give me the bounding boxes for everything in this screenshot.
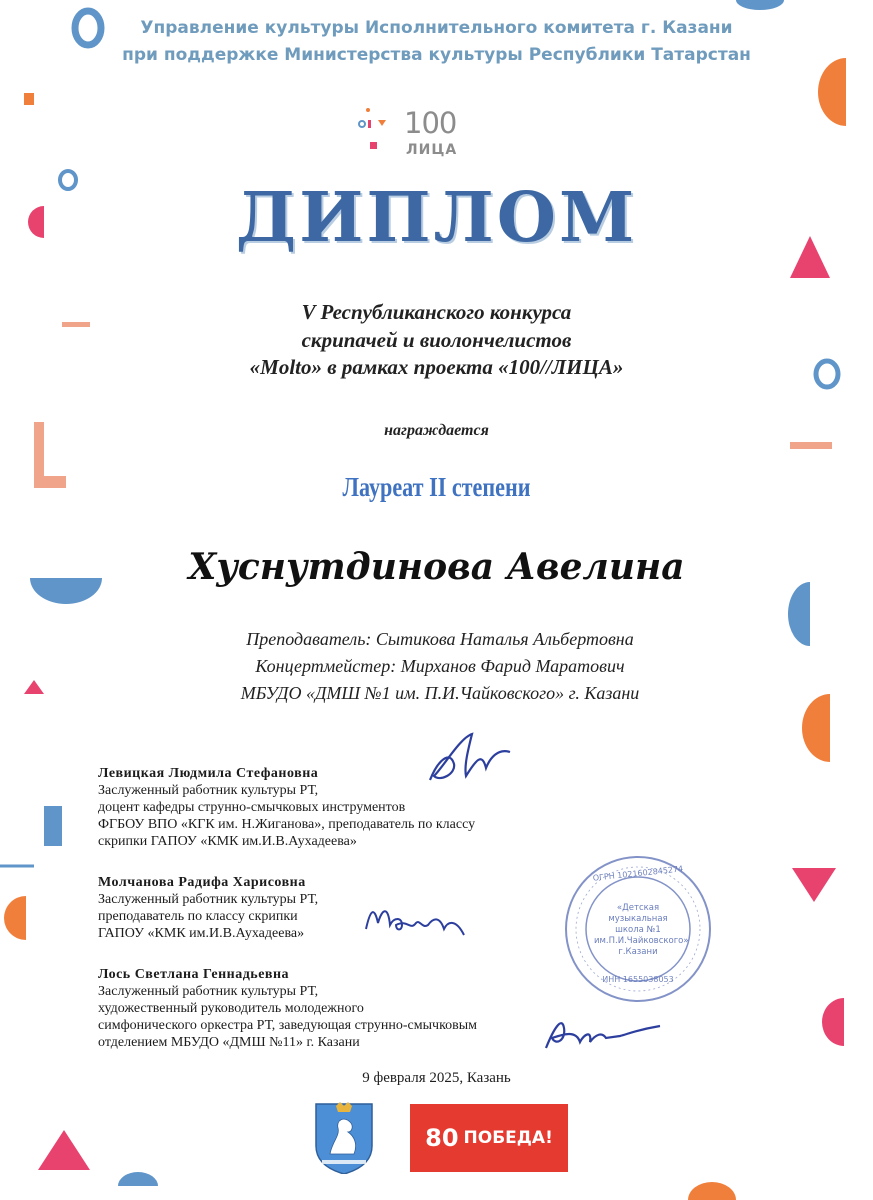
victory-number: 80 (425, 1124, 459, 1152)
half-circle-shape (118, 1172, 158, 1186)
header-line-1: Управление культуры Исполнительного комитета г. Казани (140, 18, 733, 38)
teacher-line: Преподаватель: Сытикова Наталья Альбертовна (246, 629, 634, 649)
jury-credential: ФГБОУ ВПО «КГК им. Н.Жиганова», преподаватель по классу (98, 817, 476, 832)
signature-1 (420, 730, 530, 790)
awarded-label: награждается (384, 422, 489, 439)
half-circle-shape (788, 582, 810, 646)
jury-name: Молчанова Радифа Харисовна (98, 875, 306, 890)
victory-word: ПОБЕДА! (463, 1128, 553, 1148)
contest-line-3: «Molto» в рамках проекта «100//ЛИЦА» (249, 355, 624, 379)
jury-credential: преподаватель по классу скрипки (98, 909, 298, 924)
half-circle-shape (802, 694, 830, 762)
jury-credential: симфонического оркестра РТ, заведующая струнно-смычковым (98, 1018, 478, 1033)
half-circle-shape (818, 58, 846, 126)
contest-line-1: V Республиканского конкурса (301, 300, 572, 324)
jury-member-3 (98, 966, 477, 1051)
jury-credential: Заслуженный работник культуры РТ, (98, 892, 319, 907)
accompanist-line: Концертмейстер: Мирханов Фарид Маратович (255, 656, 625, 676)
logo-word: ЛИЦА (406, 142, 458, 158)
half-circle-shape (736, 0, 784, 10)
stamp-ogrn: ОГРН 1021602845274 (592, 864, 684, 883)
jury-name: Лось Светлана Геннадьевна (98, 967, 290, 982)
jury-member-2 (98, 874, 318, 942)
recipient-name: Хуснутдинова Авелина (188, 546, 685, 588)
jury-credential: доцент кафедры струнно-смычковых инструментов (98, 800, 406, 815)
square-shape (24, 93, 34, 105)
degree-label: Лауреат II степени (342, 472, 531, 502)
jury-credential: Заслуженный работник культуры РТ, (98, 783, 319, 798)
logo-mark-icon (354, 106, 404, 160)
triangle-shape (38, 1130, 90, 1170)
stamp-line: «Детская (616, 903, 660, 913)
issue-date: 9 февраля 2025, Казань (362, 1070, 511, 1086)
half-circle-shape (4, 896, 26, 940)
triangle-shape (792, 868, 836, 902)
logo-number: 100 (404, 106, 457, 140)
jury-name: Левицкая Людмила Стефановна (98, 766, 319, 781)
half-circle-shape (822, 998, 844, 1046)
jury-credential: ГАПОУ «КМК им.И.В.Аухадеева» (98, 926, 305, 941)
half-circle-shape (688, 1182, 736, 1200)
stamp-line: им.П.И.Чайковского» (594, 936, 689, 946)
stamp-center-text (594, 903, 689, 958)
contest-line-2: скрипачей и виолончелистов (301, 328, 572, 352)
school-line: МБУДО «ДМШ №1 им. П.И.Чайковского» г. Казани (240, 683, 640, 703)
jury-credential: отделением МБУДО «ДМШ №11» г. Казани (98, 1035, 360, 1050)
triangle-shape (24, 680, 44, 694)
jury-credential: скрипки ГАПОУ «КМК им.И.В.Аухадеева» (98, 834, 357, 849)
stamp-line: г.Казани (618, 947, 658, 957)
victory-banner (410, 1104, 568, 1172)
school-stamp (562, 853, 714, 1005)
bar-shape (44, 806, 62, 846)
signature-2 (360, 895, 480, 945)
project-logo (354, 106, 484, 160)
bar-shape (790, 442, 832, 449)
jury-credential: Заслуженный работник культуры РТ, (98, 984, 319, 999)
kazan-coat-of-arms-icon (314, 1102, 374, 1174)
signature-3 (540, 1008, 670, 1058)
header-line-2: при поддержке Министерства культуры Республики Татарстан (122, 45, 751, 65)
jury-member-1 (98, 765, 475, 850)
diploma-title: ДИПЛОМ (235, 178, 638, 258)
stamp-line: музыкальная школа №1 (608, 914, 668, 935)
jury-credential: художественный руководитель молодежного (98, 1001, 364, 1016)
stamp-inn: ИНН 1655038053 (602, 975, 674, 984)
